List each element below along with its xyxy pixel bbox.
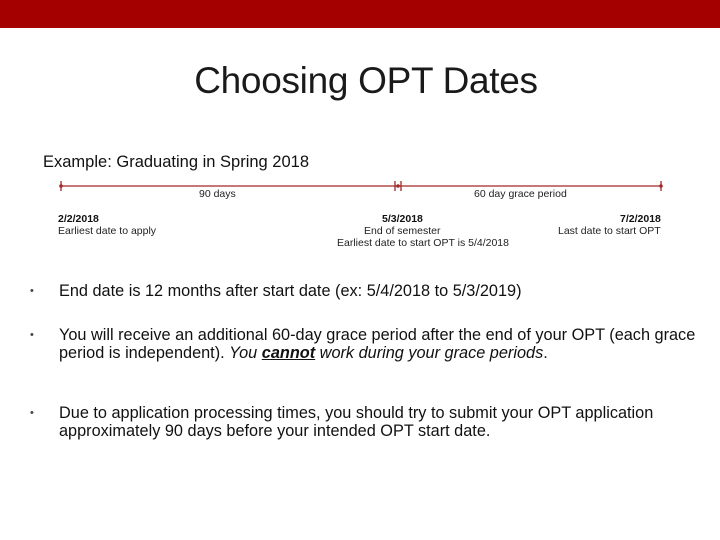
end-date-desc: Last date to start OPT <box>558 225 661 237</box>
end-date: 7/2/2018 <box>620 213 661 225</box>
bullet-item-grace-period <box>30 327 719 362</box>
start-date-desc: Earliest date to apply <box>58 225 157 237</box>
start-date: 2/2/2018 <box>58 213 99 225</box>
middle-date-desc: End of semester <box>364 225 441 237</box>
bullet-marker: • <box>30 407 34 419</box>
bullet-text-cannot: cannot <box>261 343 316 362</box>
bullet-text-emphasis: work during your grace periods <box>315 343 544 362</box>
timeline-marker-middle <box>396 184 400 188</box>
segment-grace-period-label: 60 day grace period <box>474 188 567 200</box>
middle-date-note: Earliest date to start OPT is 5/4/2018 <box>337 237 509 249</box>
slide-title: Choosing OPT Dates <box>194 60 538 101</box>
example-label: Example: Graduating in Spring 2018 <box>43 153 309 171</box>
bullet-text: End date is 12 months after start date (ex: 5/4/2018 to 5/3/2019) <box>59 282 522 300</box>
timeline-marker-start <box>59 184 63 188</box>
bullet-marker: • <box>30 285 34 297</box>
bullet-text-period: . <box>543 343 548 362</box>
bullet-text: Due to application processing times, you should try to submit your OPT application approximately 90 days before your intended OPT start date. <box>59 404 654 440</box>
bullet-text: You will receive an additional 60-day grace period after the end of your OPT (each grace period is independent). <box>59 326 696 362</box>
timeline-marker-end <box>659 184 663 188</box>
bullet-text-emphasis: You <box>229 343 262 362</box>
header-bar <box>0 0 720 28</box>
bullet-item-processing-times <box>30 405 719 440</box>
bullet-item-end-date <box>30 283 719 301</box>
segment-90-days-label: 90 days <box>199 188 236 200</box>
bullet-marker: • <box>30 329 34 341</box>
middle-date: 5/3/2018 <box>382 213 423 225</box>
